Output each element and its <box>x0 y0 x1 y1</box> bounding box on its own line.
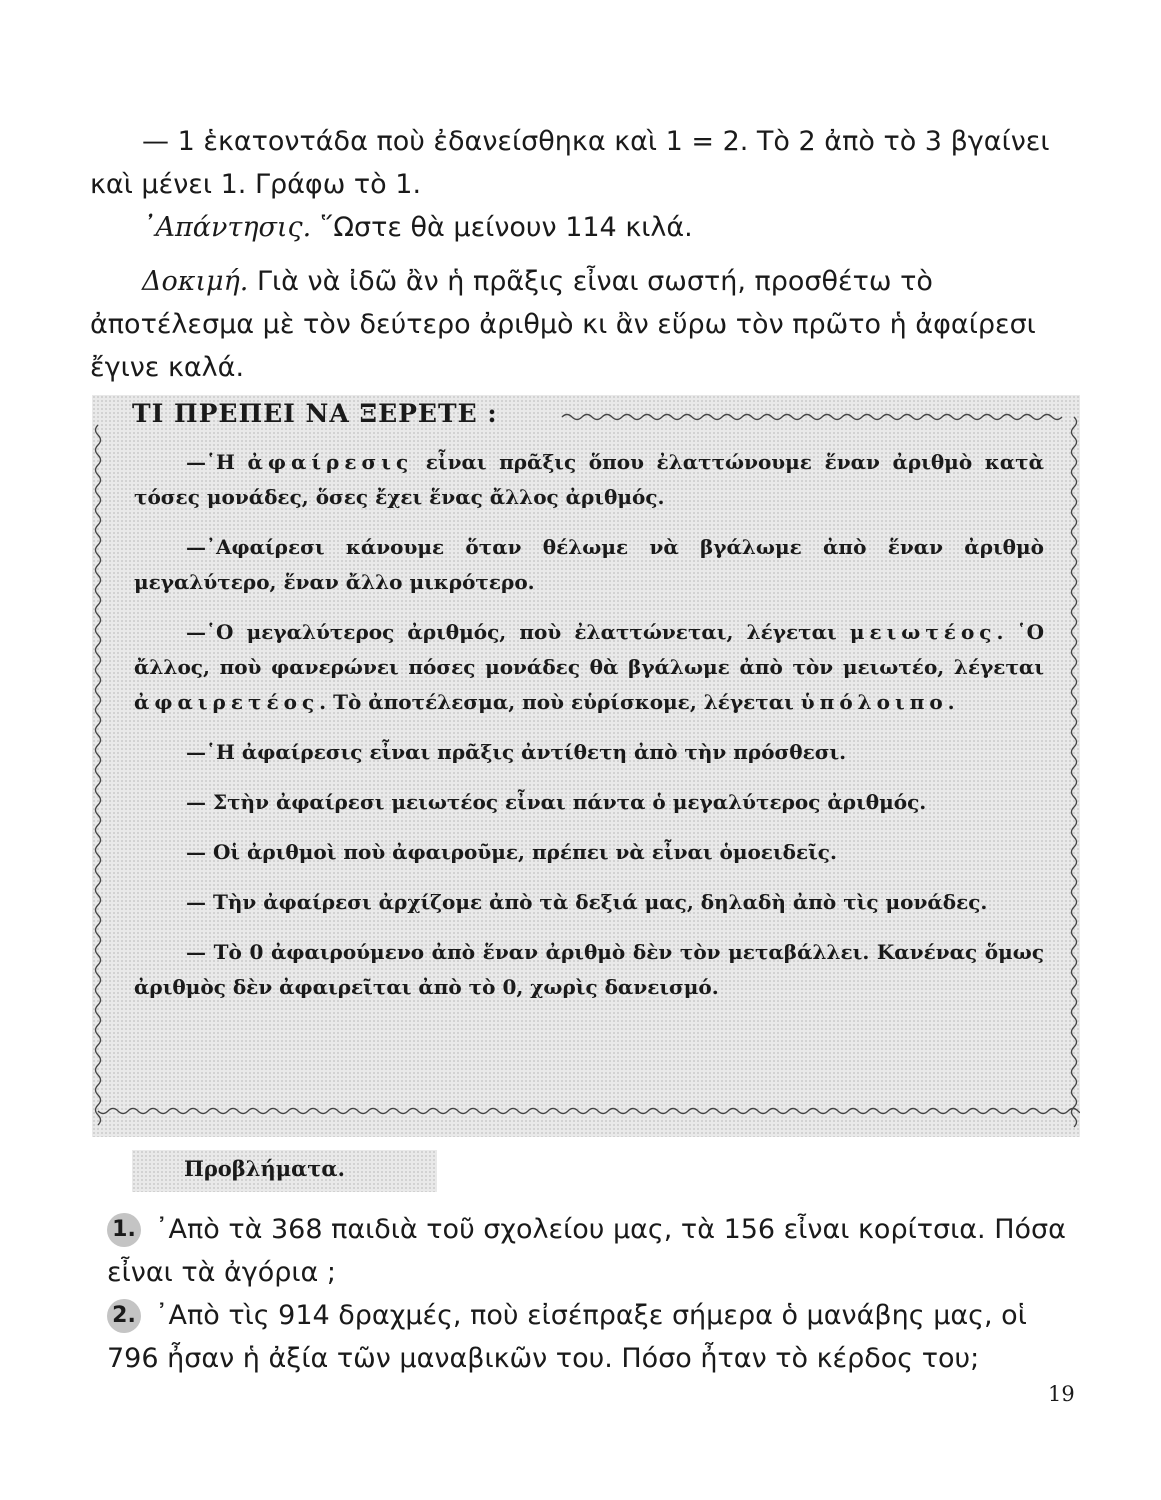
rule-minuend: — Στὴν ἀφαίρεσι μειωτέος εἶναι πάντα ὁ μεγαλύτερος ἀριθμός. <box>186 790 927 814</box>
rule-definition: —῾Η ἀφαίρεσις εἶναι πρᾶξις ὅπου ἐλαττώνουμε ἕναν ἀριθμὸ κατὰ τόσες μονάδες, ὅσες ἔχει ἕνας ἄλλος ἀριθμός. <box>134 450 1044 509</box>
rules-box <box>92 395 1080 1137</box>
rule-terms: —῾Ο μεγαλύτερος ἀριθμός, ποὺ ἐλαττώνεται, λέγεται μειωτέος. ῾Ο ἄλλος, ποὺ φανερώνει πόσες μονάδες θὰ βγάλωμε ἀπὸ τὸν μειωτέο, λέγεται ἀφαιρετέος. Τὸ ἀποτέλεσμα, ποὺ εὑρίσκομε, λέγεται ὑπόλοιπο. <box>134 620 1044 714</box>
rule-start-right: — Τὴν ἀφαίρεσι ἀρχίζομε ἀπὸ τὰ δεξιά μας, δηλαδὴ ἀπὸ τὶς μονάδες. <box>186 890 988 914</box>
rule-zero: — Τὸ 0 ἀφαιρούμενο ἀπὸ ἕναν ἀριθμὸ δὲν τὸν μεταβάλλει. Κανένας ὅμως ἀριθμὸς δὲν ἀφαιρεῖται ἀπὸ τὸ 0, χωρὶς δανεισμό. <box>134 940 1044 999</box>
rules-list <box>134 445 1044 1020</box>
problem-1: 1. ᾿Απὸ τὰ 368 παιδιὰ τοῦ σχολείου μας, τὰ 156 εἶναι κορίτσια. Πόσα εἶναι τὰ ἀγόρια ; <box>107 1214 1066 1288</box>
check-label: Δοκιμή. <box>142 266 249 297</box>
rule-inverse: —῾Η ἀφαίρεσις εἶναι πρᾶξις ἀντίθετη ἀπὸ τὴν πρόσθεσι. <box>186 740 847 764</box>
problems-heading: Προβλήματα. <box>132 1150 437 1192</box>
answer-line: ᾿Απάντησις. ῞Ωστε θὰ μείνουν 114 κιλά. <box>142 212 693 243</box>
problem-number: 2. <box>107 1299 141 1333</box>
rule-same-kind: — Οἱ ἀριθμοὶ ποὺ ἀφαιροῦμε, πρέπει νὰ εἶναι ὁμοειδεῖς. <box>186 840 837 864</box>
intro-paragraph: — 1 ἑκατοντάδα ποὺ ἐδανείσθηκα καὶ 1 = 2. Τὸ 2 ἀπὸ τὸ 3 βγαίνει καὶ μένει 1. Γράφω τὸ 1. <box>90 126 1050 200</box>
problem-number: 1. <box>107 1213 141 1247</box>
problem-2: 2. ᾿Απὸ τὶς 914 δραχμές, ποὺ εἰσέπραξε σήμερα ὁ μανάβης μας, οἱ 796 ἦσαν ἡ ἀξία τῶν μαναβικῶν του. Πόσο ἦταν τὸ κέρδος του; <box>107 1300 1027 1374</box>
rule-when: —᾿Αφαίρεσι κάνουμε ὅταν θέλωμε νὰ βγάλωμε ἀπὸ ἕναν ἀριθμὸ μεγαλύτερο, ἕναν ἄλλο μικρότερο. <box>134 535 1044 594</box>
check-paragraph: Δοκιμή. Γιὰ νὰ ἰδῶ ἂν ἡ πρᾶξις εἶναι σωστή, προσθέτω τὸ ἀποτέλεσμα μὲ τὸν δεύτερο ἀριθμὸ κι ἂν εὕρω τὸν πρῶτο ἡ ἀφαίρεσι ἔγινε καλά. <box>90 266 1036 383</box>
page-number: 19 <box>1048 1382 1075 1406</box>
answer-label: ᾿Απάντησις. <box>142 212 312 243</box>
box-title: ΤΙ ΠΡΕΠΕΙ ΝΑ ΞΕΡΕΤΕ : <box>132 399 498 428</box>
